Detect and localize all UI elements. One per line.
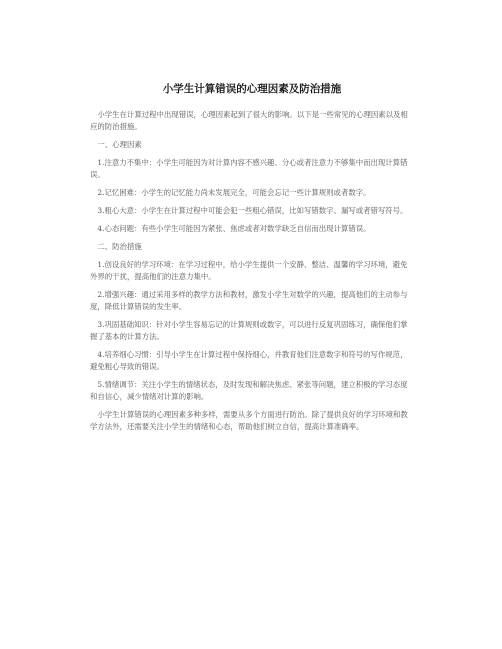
measure-item-interest: 2.增强兴趣：通过采用多样的教学方法和教材，激发小学生对数学的兴趣，提高他们的主动参与度，降低计算错误的发生率。 [90,290,408,311]
document-title: 小学生计算错误的心理因素及防治措施 [162,83,342,95]
factor-item-memory: 2.记忆困难：小学生的记忆能力尚未发展完全，可能会忘记一些计算规则或者数字。 [97,188,371,197]
factor-item-mindset: 4.心态问题：有些小学生可能因为紧张、焦虑或者对数学缺乏自信而出现计算错误。 [97,224,371,233]
measure-item-emotion: 5.情绪调节：关注小学生的情绪状态，及时发现和解决焦虑、紧张等问题，建立积极的学习态度和自信心，减少情绪对计算的影响。 [90,380,408,401]
factor-item-attention: 1.注意力不集中：小学生可能因为对计算内容不感兴趣、分心或者注意力不够集中而出现计算错误。 [90,158,408,179]
intro-paragraph: 小学生在计算过程中出现错误，心理因素起到了很大的影响。以下是一些常见的心理因素以及相应的防治措施。 [90,110,408,131]
measure-item-environment: 1.创设良好的学习环境：在学习过程中，给小学生提供一个安静、整洁、温馨的学习环境，避免外界的干扰，提高他们的注意力集中。 [90,260,408,281]
section-heading-prevention-measures: 二、防治措施 [97,242,142,251]
factor-item-carelessness: 3.粗心大意：小学生在计算过程中可能会犯一些粗心错误，比如写错数字、漏写或者错写符号。 [97,206,408,215]
measure-item-carefulness: 4.培养细心习惯：引导小学生在计算过程中保持细心，并教育他们注意数字和符号的写作规范，避免粗心导致的错误。 [90,350,408,371]
conclusion-paragraph: 小学生计算错误的心理因素多种多样，需要从多个方面进行防治。除了提供良好的学习环境和教学方法外，还需要关注小学生的情绪和心态，帮助他们树立自信，提高计算准确率。 [90,410,408,431]
section-heading-psychological-factors: 一、心理因素 [97,140,142,149]
measure-item-foundation: 3.巩固基础知识：针对小学生容易忘记的计算规则或数字，可以进行反复巩固练习，确保他们掌握了基本的计算方法。 [90,320,408,341]
document-body [90,82,414,439]
